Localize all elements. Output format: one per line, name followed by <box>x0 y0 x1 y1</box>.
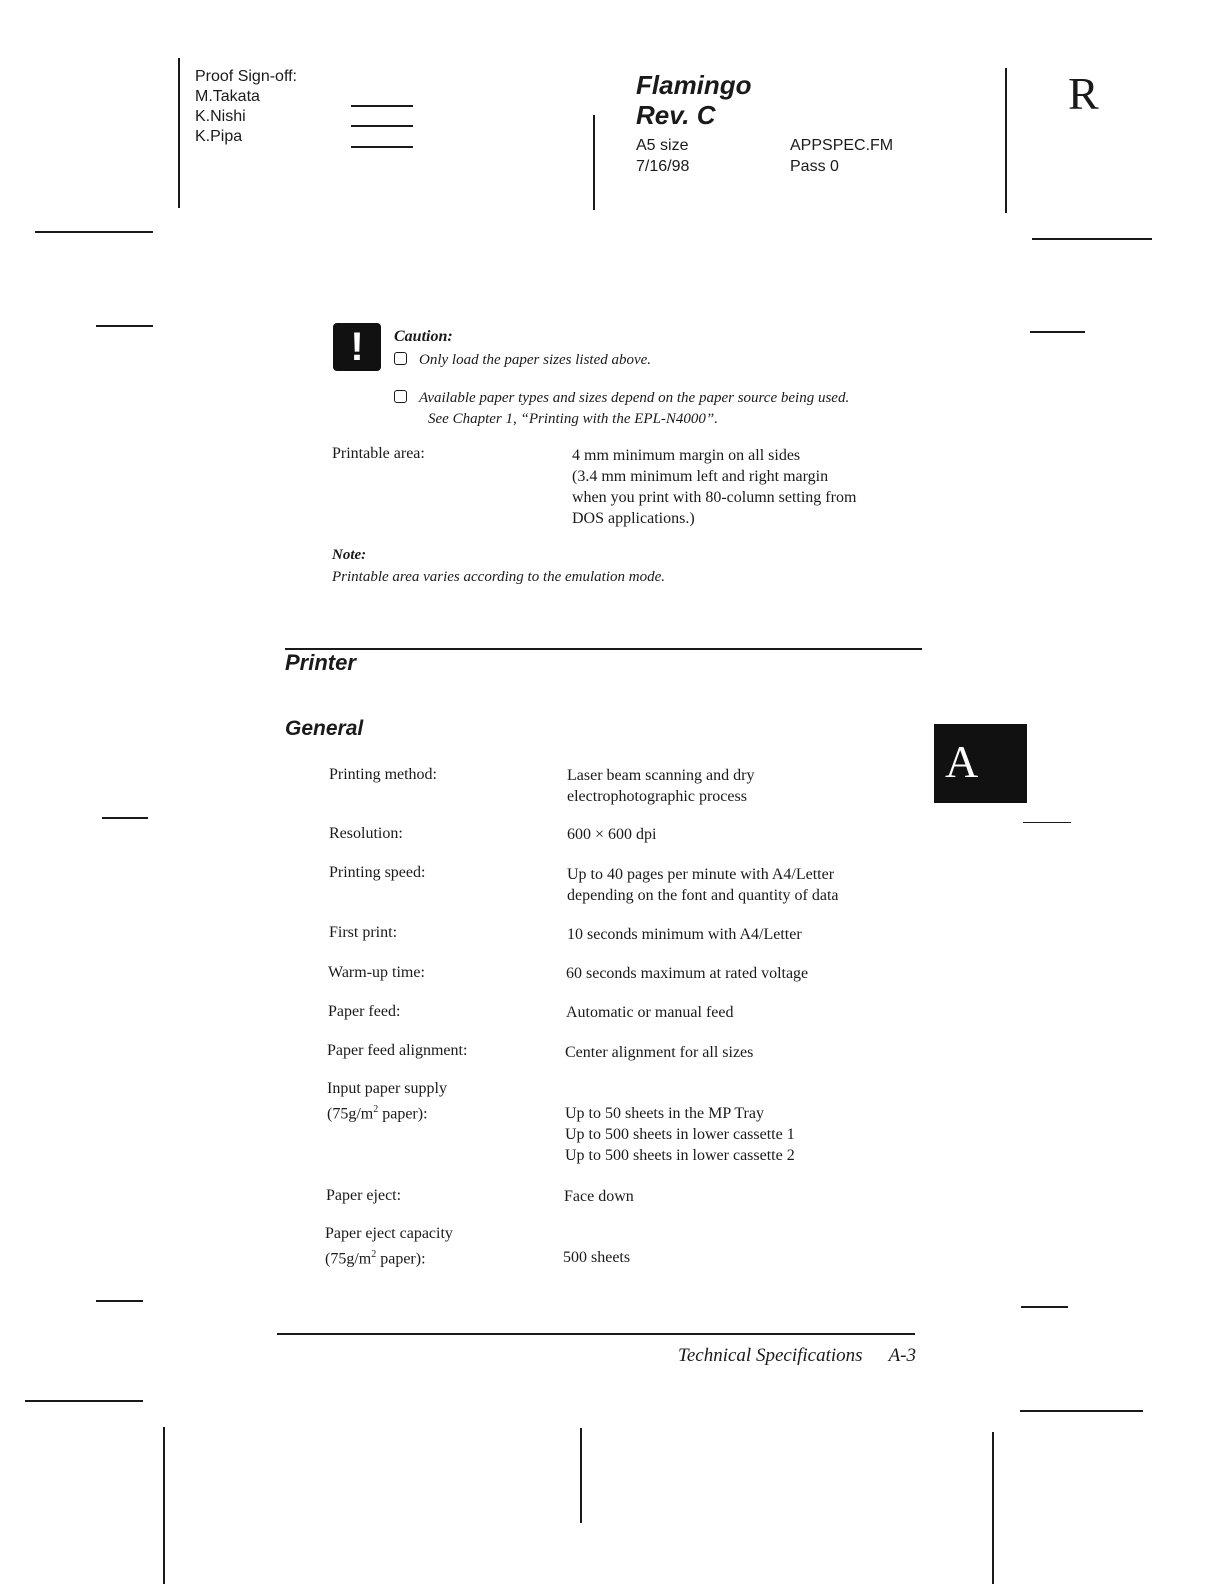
checkbox-bullet-icon <box>394 390 407 403</box>
spec-value-line: Center alignment for all sizes <box>565 1044 754 1061</box>
spec-value-line: Up to 500 sheets in lower cassette 2 <box>565 1147 795 1164</box>
spec-value <box>567 924 802 945</box>
caution-item <box>394 350 651 371</box>
proof-signoff <box>195 67 297 147</box>
spec-value-line: Up to 500 sheets in lower cassette 1 <box>565 1126 795 1143</box>
spec-label: Paper feed: <box>328 1003 401 1020</box>
caution-item-text: Available paper types and sizes depend on the paper source being used. <box>419 390 850 406</box>
spec-label: Paper feed alignment: <box>327 1042 468 1059</box>
note-text: Printable area varies according to the emulation mode. <box>332 569 665 585</box>
spec-label-tail: paper): <box>376 1250 426 1268</box>
spec-label-sup: 2 <box>373 1104 379 1115</box>
printable-line: when you print with 80-column setting from <box>572 489 857 506</box>
crop-mark <box>35 231 153 233</box>
crop-mark <box>580 1428 582 1523</box>
meta-size: A5 size <box>636 137 689 154</box>
signoff-line <box>351 146 413 148</box>
crop-mark <box>1032 238 1152 240</box>
doc-revision: Rev. C <box>636 100 716 130</box>
spec-label-sup: 2 <box>371 1249 377 1260</box>
proof-name: M.Takata <box>195 88 260 105</box>
caution-item-text: Only load the paper sizes listed above. <box>419 352 652 368</box>
printable-line: 4 mm minimum margin on all sides <box>572 447 801 464</box>
spec-value <box>564 1186 634 1207</box>
crop-mark <box>1030 331 1085 333</box>
corner-letter: R <box>1068 68 1099 119</box>
spec-value <box>567 864 838 906</box>
crop-mark <box>96 1300 143 1302</box>
footer-rule <box>277 1333 915 1335</box>
crop-mark <box>102 817 148 819</box>
signoff-line <box>351 125 413 127</box>
signoff-line <box>351 105 413 107</box>
spec-value-line: Automatic or manual feed <box>566 1004 734 1021</box>
crop-mark <box>25 1400 143 1402</box>
spec-value-line: 60 seconds maximum at rated voltage <box>566 965 809 982</box>
printable-line: DOS applications.) <box>572 510 695 527</box>
spec-value-line: Laser beam scanning and dry <box>567 767 755 784</box>
meta-pass: Pass 0 <box>790 158 839 175</box>
meta-file: APPSPEC.FM <box>790 137 894 154</box>
crop-mark <box>1005 68 1007 213</box>
spec-value-line: depending on the font and quantity of data <box>567 887 839 904</box>
crop-mark <box>178 58 180 208</box>
caution-title: Caution: <box>394 328 453 345</box>
spec-value-line: Up to 40 pages per minute with A4/Letter <box>567 866 835 883</box>
subsection-title: General <box>285 717 364 740</box>
crop-mark <box>1021 1306 1068 1308</box>
title-block <box>636 70 752 130</box>
caution-item <box>394 388 954 430</box>
page-footer <box>678 1345 916 1367</box>
spec-label: Paper eject: <box>326 1187 402 1204</box>
crop-mark <box>1020 1410 1143 1412</box>
printable-label: Printable area: <box>332 445 425 462</box>
crop-mark <box>992 1432 994 1584</box>
printable-value <box>572 445 856 529</box>
spec-value <box>563 1247 630 1268</box>
spec-label-line: Paper eject capacity <box>325 1225 453 1242</box>
section-rule <box>285 648 922 650</box>
spec-label <box>327 1078 447 1124</box>
spec-value <box>566 1002 734 1023</box>
doc-title: Flamingo <box>636 70 752 100</box>
crop-mark <box>163 1427 165 1584</box>
spec-label <box>325 1223 453 1269</box>
exclamation-icon: ! <box>333 323 381 371</box>
checkbox-bullet-icon <box>394 352 407 365</box>
chapter-tab-letter: A <box>945 736 979 787</box>
spec-value-line: 10 seconds minimum with A4/Letter <box>567 926 802 943</box>
crop-mark <box>593 115 595 210</box>
spec-label: First print: <box>329 924 398 941</box>
note-label: Note: <box>332 547 367 563</box>
chapter-tab <box>934 724 1027 803</box>
spec-label: Printing speed: <box>329 864 426 881</box>
crop-mark <box>1023 822 1071 823</box>
spec-value-line: Face down <box>564 1188 634 1205</box>
spec-value <box>566 963 808 984</box>
spec-label-tail: paper): <box>378 1105 428 1123</box>
spec-value-line: 500 sheets <box>563 1249 631 1266</box>
spec-label-line: Input paper supply <box>327 1080 447 1097</box>
spec-value <box>565 1103 795 1166</box>
proof-name: K.Nishi <box>195 108 246 125</box>
page-number: A-3 <box>888 1345 916 1366</box>
proof-name: K.Pipa <box>195 128 243 145</box>
spec-label: Printing method: <box>329 766 437 783</box>
meta-date: 7/16/98 <box>636 158 690 175</box>
spec-value <box>567 824 656 845</box>
caution-item-text: See Chapter 1, “Printing with the EPL-N4000”. <box>428 411 719 427</box>
spec-value-line: 600 × 600 dpi <box>567 826 657 843</box>
spec-label: Resolution: <box>329 825 403 842</box>
spec-value-line: Up to 50 sheets in the MP Tray <box>565 1105 764 1122</box>
printable-line: (3.4 mm minimum left and right margin <box>572 468 829 485</box>
proof-heading: Proof Sign-off: <box>195 68 297 85</box>
spec-label-unit: (75g/m <box>327 1105 374 1123</box>
spec-value <box>567 765 754 807</box>
spec-label: Warm-up time: <box>328 964 425 981</box>
crop-mark <box>96 325 153 327</box>
section-title: Printer <box>285 650 356 675</box>
spec-label-unit: (75g/m <box>325 1250 372 1268</box>
spec-value-line: electrophotographic process <box>567 788 747 805</box>
footer-title: Technical Specifications <box>678 1345 863 1366</box>
spec-value <box>565 1042 753 1063</box>
